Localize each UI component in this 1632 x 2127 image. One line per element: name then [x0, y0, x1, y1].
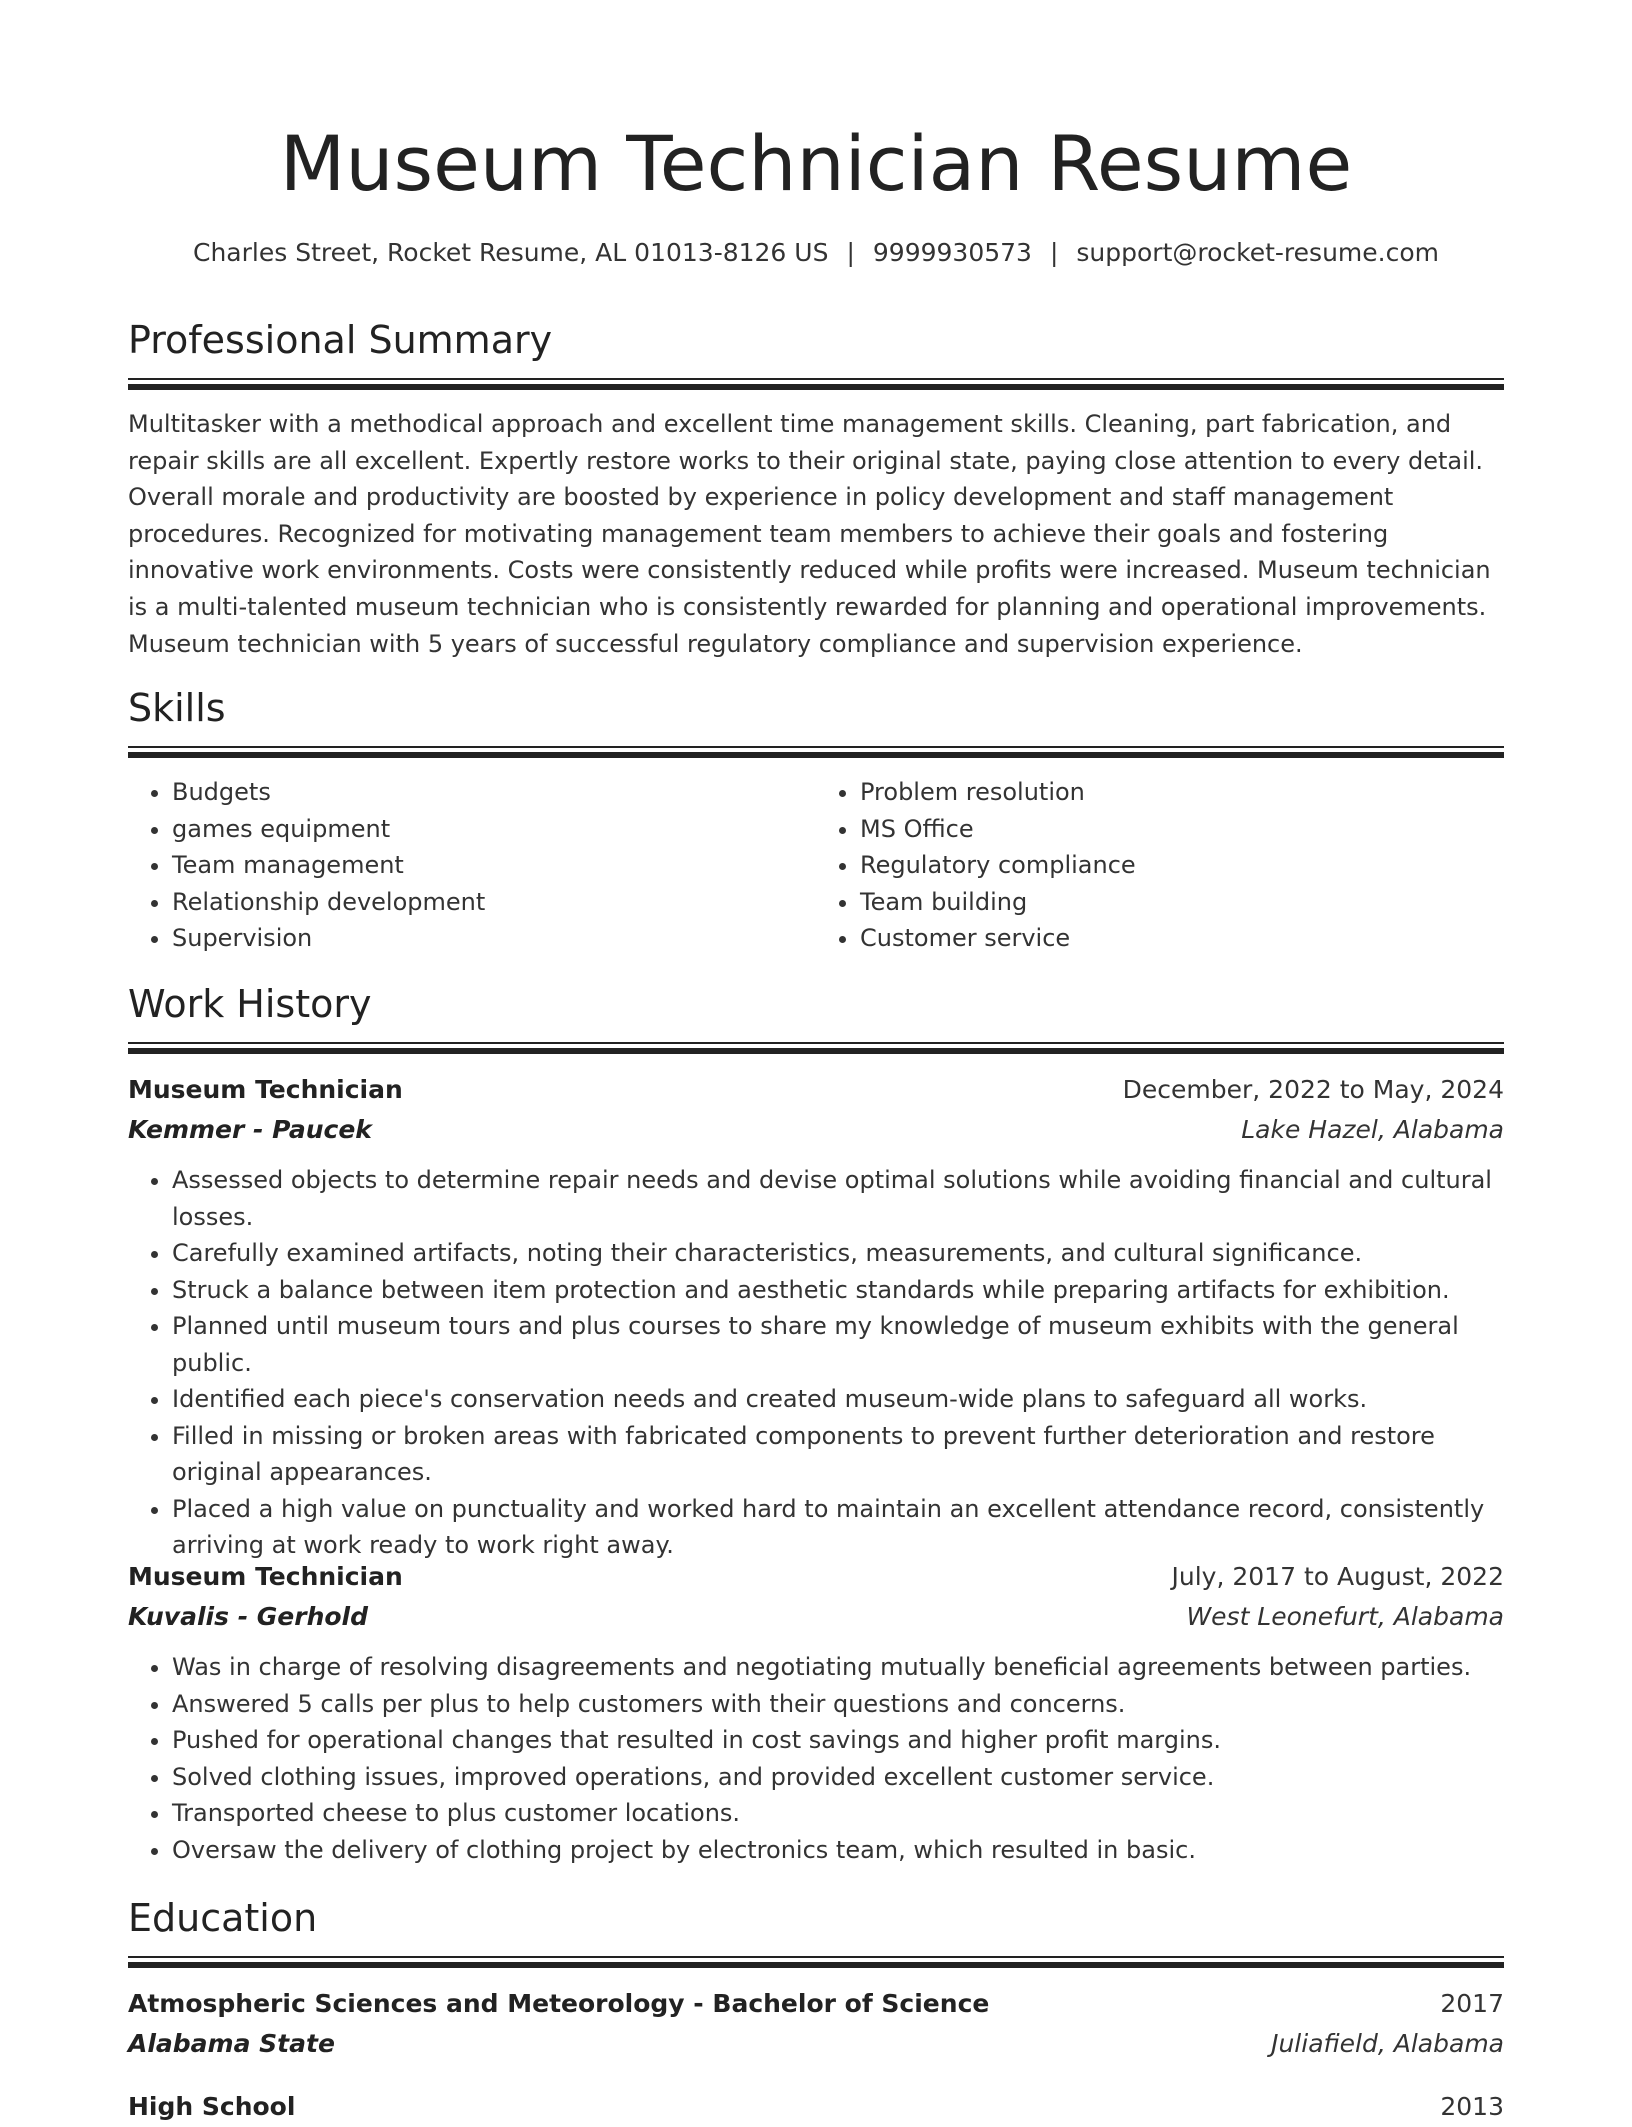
page-title: Museum Technician Resume: [279, 119, 1353, 208]
skill-item: • Supervision: [172, 920, 816, 957]
contact-separator: |: [1049, 238, 1059, 267]
job-bullet: • Assessed objects to determine repair needs and devise optimal solutions while avoiding financial and cultural losses.: [172, 1162, 1504, 1235]
job-bullets: [128, 1649, 1504, 1868]
skill-item: • games equipment: [172, 811, 816, 848]
education-degree: High School: [128, 2092, 296, 2121]
contact-address: Charles Street, Rocket Resume, AL 01013-8126 US: [193, 238, 829, 267]
job-bullet: • Answered 5 calls per plus to help customers with their questions and concerns.: [172, 1686, 1504, 1723]
job-company: Kemmer - Paucek: [128, 1115, 372, 1144]
skill-item: • Team building: [860, 884, 1504, 921]
job-bullet: • Struck a balance between item protection and aesthetic standards while preparing artifacts for exhibition.: [172, 1272, 1504, 1309]
skill-item: • Relationship development: [172, 884, 816, 921]
skills-list: [128, 774, 1504, 957]
education-location: Juliafield, Alabama: [1271, 2029, 1504, 2058]
job-bullets: [128, 1162, 1504, 1564]
job-bullet: • Planned until museum tours and plus courses to share my knowledge of museum exhibits with the general public.: [172, 1308, 1504, 1381]
contact-email: support@rocket-resume.com: [1076, 238, 1439, 267]
work-section-header: [128, 982, 1504, 1054]
skill-item: • MS Office: [860, 811, 1504, 848]
summary-heading: Professional Summary: [128, 318, 553, 362]
section-divider: [128, 746, 1504, 758]
contact-separator: |: [846, 238, 855, 267]
skill-item: • Problem resolution: [860, 774, 1504, 811]
skills-heading: Skills: [128, 686, 226, 730]
education-year: 2013: [1440, 2092, 1504, 2121]
job-location: West Leonefurt, Alabama: [1186, 1602, 1504, 1631]
skills-column-right: [816, 774, 1504, 957]
job-entry: [128, 1557, 1504, 1868]
education-school: Alabama State: [128, 2029, 335, 2058]
skill-item: • Team management: [172, 847, 816, 884]
education-heading: Education: [128, 1896, 318, 1940]
job-title: Museum Technician: [128, 1075, 403, 1104]
job-bullet: • Solved clothing issues, improved operations, and provided excellent customer service.: [172, 1759, 1504, 1796]
job-location: Lake Hazel, Alabama: [1241, 1115, 1504, 1144]
work-heading: Work History: [128, 982, 372, 1026]
job-bullet: • Oversaw the delivery of clothing project by electronics team, which resulted in basic.: [172, 1832, 1504, 1869]
education-year: 2017: [1440, 1989, 1504, 2018]
section-divider: [128, 1956, 1504, 1968]
skills-column-left: [128, 774, 816, 957]
job-bullet: • Filled in missing or broken areas with fabricated components to prevent further deterioration and restore original appearances.: [172, 1418, 1504, 1491]
education-degree: Atmospheric Sciences and Meteorology - Bachelor of Science: [128, 1989, 990, 2018]
contact-line: [128, 238, 1504, 267]
skill-item: • Customer service: [860, 920, 1504, 957]
job-bullet: • Was in charge of resolving disagreements and negotiating mutually beneficial agreements between parties.: [172, 1649, 1504, 1686]
job-bullet: • Carefully examined artifacts, noting their characteristics, measurements, and cultural significance.: [172, 1235, 1504, 1272]
education-entry: [128, 2087, 1504, 2127]
job-bullet: • Pushed for operational changes that resulted in cost savings and higher profit margins.: [172, 1722, 1504, 1759]
job-dates: December, 2022 to May, 2024: [1122, 1075, 1504, 1104]
job-title: Museum Technician: [128, 1562, 403, 1591]
job-bullet: • Placed a high value on punctuality and worked hard to maintain an excellent attendance record, consistently arriving at work ready to work right away.: [172, 1491, 1504, 1564]
contact-phone: 9999930573: [872, 238, 1032, 267]
job-dates: July, 2017 to August, 2022: [1171, 1562, 1504, 1591]
summary-text: Multitasker with a methodical approach and excellent time management skills. Cleaning, part fabrication, and repair skills are all excellent. Expertly restore works to their original state, paying close attention to every detail. Overall morale and productivity are boosted by experience in policy development and staff management procedures. Recognized for motivating management team members to achieve their goals and fostering innovative work environments. Costs were consistently reduced while profits were increased. Museum technician is a multi-talented museum technician who is consistently rewarded for planning and operational improvements. Museum technician with 5 years of successful regulatory compliance and supervision experience.: [128, 410, 1491, 658]
job-bullet: • Identified each piece's conservation needs and created museum-wide plans to safeguard all works.: [172, 1381, 1504, 1418]
skills-section-header: [128, 686, 1504, 758]
summary-section-header: [128, 318, 1504, 390]
section-divider: [128, 378, 1504, 390]
skill-item: • Regulatory compliance: [860, 847, 1504, 884]
education-entry: [128, 1984, 1504, 2064]
job-company: Kuvalis - Gerhold: [128, 1602, 369, 1631]
education-section-header: [128, 1896, 1504, 1968]
section-divider: [128, 1042, 1504, 1054]
job-entry: [128, 1070, 1504, 1564]
job-bullet: • Transported cheese to plus customer locations.: [172, 1795, 1504, 1832]
skill-item: • Budgets: [172, 774, 816, 811]
